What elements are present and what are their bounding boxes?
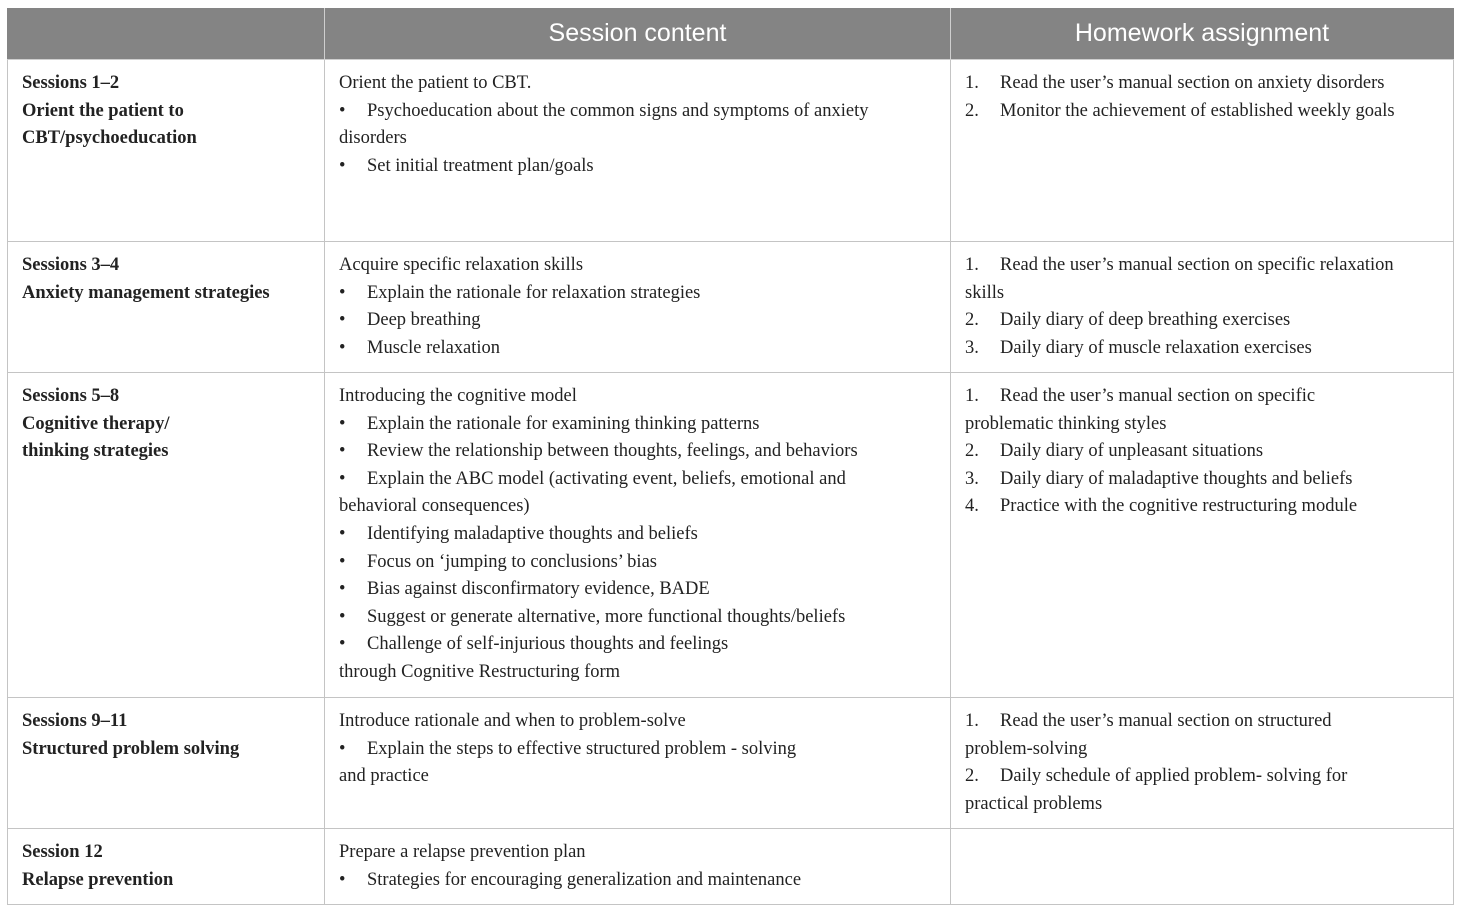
bullet-dot-icon: • (339, 606, 346, 627)
homework-item-continuation: skills (965, 282, 1005, 303)
table-row (8, 60, 1454, 242)
session-stage-line: CBT/psychoeducation (22, 128, 197, 149)
session-stage-line: Cognitive therapy/ (22, 413, 170, 434)
session-stage-cell (8, 829, 325, 905)
session-content-bullet-text: Strategies for encouraging generalization and maintenance (367, 869, 802, 890)
session-stage-cell (8, 698, 325, 829)
session-content-bullet (339, 631, 936, 659)
bullet-dot-icon: • (339, 100, 346, 121)
session-stage-line: Sessions 1–2 (22, 73, 120, 93)
bullet-dot-icon: • (339, 413, 346, 434)
session-content-cell (325, 60, 951, 242)
homework-item (965, 438, 1439, 466)
session-content-bullet (339, 307, 936, 335)
session-content-bullet-text: Muscle relaxation (367, 337, 501, 358)
homework-assignment-cell (951, 829, 1454, 905)
bullet-dot-icon: • (339, 468, 346, 489)
table-row (8, 829, 1454, 905)
session-content-bullet (339, 411, 936, 439)
session-stage-line: Orient the patient to (22, 100, 184, 121)
session-content-bullet-text: Explain the rationale for examining thinking patterns (367, 413, 760, 434)
homework-item-text: Daily diary of muscle relaxation exercises (1000, 337, 1312, 358)
homework-item-text: Read the user’s manual section on specific relaxation (1000, 255, 1394, 275)
homework-assignment-cell (951, 60, 1454, 242)
session-content-bullet-text: Identifying maladaptive thoughts and beliefs (367, 523, 698, 544)
homework-item (965, 708, 1439, 736)
homework-item-number: 4. (965, 496, 979, 517)
homework-item-text: Read the user’s manual section on structured (1000, 711, 1332, 731)
session-content-bullet-text: Challenge of self-injurious thoughts and feelings (367, 634, 729, 655)
bullet-dot-icon: • (339, 869, 346, 890)
session-content-bullet (339, 153, 936, 181)
session-stage-cell (8, 60, 325, 242)
homework-item-text: Daily diary of maladaptive thoughts and beliefs (1000, 468, 1353, 489)
session-stage-line: thinking strategies (22, 441, 169, 462)
homework-item-text: Daily diary of deep breathing exercises (1000, 310, 1291, 331)
homework-item-continuation: practical problems (965, 793, 1103, 814)
session-stage-line: Relapse prevention (22, 869, 174, 890)
session-content-bullet-text: Deep breathing (367, 310, 481, 331)
homework-item-number: 1. (965, 386, 979, 406)
session-stage-cell (8, 242, 325, 373)
table-row (8, 242, 1454, 373)
homework-item-text: Daily diary of unpleasant situations (1000, 441, 1264, 462)
bullet-dot-icon: • (339, 155, 346, 176)
homework-item-text: Monitor the achievement of established weekly goals (1000, 100, 1395, 121)
session-stage-line: Sessions 3–4 (22, 255, 120, 275)
session-content-bullet (339, 549, 936, 577)
table-row (8, 373, 1454, 698)
homework-item-number: 1. (965, 73, 979, 93)
session-content-cell (325, 373, 951, 698)
session-content-intro: Introduce rationale and when to problem-solve (339, 711, 686, 731)
session-content-bullet (339, 280, 936, 308)
bullet-dot-icon: • (339, 310, 346, 331)
session-content-bullet (339, 98, 936, 126)
session-content-bullet-continuation: and practice (339, 766, 429, 787)
header-session-content: Session content (325, 8, 951, 60)
homework-item-text: Read the user’s manual section on anxiety disorders (1000, 73, 1385, 93)
session-stage-line: Sessions 5–8 (22, 386, 120, 406)
session-content-bullet-text: Set initial treatment plan/goals (367, 155, 594, 176)
session-content-bullet (339, 867, 936, 895)
session-content-bullet-text: Review the relationship between thoughts, feelings, and behaviors (367, 441, 858, 462)
session-stage-line: Session 12 (22, 842, 103, 862)
session-content-bullet-text: Explain the ABC model (activating event, beliefs, emotional and (367, 468, 846, 489)
session-content-bullet (339, 466, 936, 494)
homework-item-number: 2. (965, 100, 979, 121)
session-content-bullet-continuation: behavioral consequences) (339, 496, 530, 517)
session-stage-line: Sessions 9–11 (22, 711, 128, 731)
cbt-session-table (7, 8, 1454, 905)
homework-item (965, 466, 1439, 494)
homework-item-number: 1. (965, 711, 979, 731)
session-content-bullet-text: Psychoeducation about the common signs and symptoms of anxiety (367, 100, 869, 121)
homework-item (965, 335, 1439, 363)
session-content-bullet (339, 335, 936, 363)
homework-item (965, 383, 1439, 411)
session-stage-line: Structured problem solving (22, 738, 240, 759)
session-content-cell (325, 698, 951, 829)
homework-item-number: 3. (965, 468, 979, 489)
homework-item (965, 70, 1439, 98)
homework-item-continuation: problematic thinking styles (965, 413, 1167, 434)
homework-item-number: 3. (965, 337, 979, 358)
homework-assignment-cell (951, 373, 1454, 698)
homework-assignment-cell (951, 698, 1454, 829)
session-content-bullet-continuation: disorders (339, 128, 407, 149)
session-content-intro: Orient the patient to CBT. (339, 73, 532, 93)
session-content-cell (325, 829, 951, 905)
table-header-row (8, 8, 1454, 60)
homework-item (965, 98, 1439, 126)
session-content-bullet (339, 521, 936, 549)
homework-item (965, 493, 1439, 521)
bullet-dot-icon: • (339, 579, 346, 600)
bullet-dot-icon: • (339, 282, 346, 303)
session-content-bullet-text: Suggest or generate alternative, more functional thoughts/beliefs (367, 606, 846, 627)
bullet-dot-icon: • (339, 634, 346, 655)
session-content-bullet (339, 736, 936, 764)
homework-item (965, 252, 1439, 280)
session-content-bullet-text: Explain the rationale for relaxation strategies (367, 282, 701, 303)
homework-item-text: Practice with the cognitive restructuring module (1000, 496, 1358, 517)
homework-item-number: 2. (965, 441, 979, 462)
homework-assignment-cell (951, 242, 1454, 373)
homework-item (965, 763, 1439, 791)
homework-item (965, 307, 1439, 335)
session-content-bullet (339, 438, 936, 466)
homework-item-number: 2. (965, 310, 979, 331)
header-homework-assignment: Homework assignment (951, 8, 1454, 60)
bullet-dot-icon: • (339, 551, 346, 572)
session-content-bullet-text: Bias against disconfirmatory evidence, BADE (367, 579, 710, 600)
session-content-cell (325, 242, 951, 373)
bullet-dot-icon: • (339, 441, 346, 462)
session-content-bullet-continuation: through Cognitive Restructuring form (339, 661, 621, 682)
homework-item-number: 2. (965, 766, 979, 787)
session-content-intro: Introducing the cognitive model (339, 386, 577, 406)
session-stage-cell (8, 373, 325, 698)
session-content-bullet (339, 604, 936, 632)
session-content-bullet (339, 576, 936, 604)
homework-item-continuation: problem-solving (965, 738, 1088, 759)
table-row (8, 698, 1454, 829)
bullet-dot-icon: • (339, 337, 346, 358)
bullet-dot-icon: • (339, 738, 346, 759)
bullet-dot-icon: • (339, 523, 346, 544)
session-content-intro: Acquire specific relaxation skills (339, 255, 584, 275)
session-stage-line: Anxiety management strategies (22, 282, 270, 303)
homework-item-number: 1. (965, 255, 979, 275)
table-body (8, 60, 1454, 905)
homework-item-text: Read the user’s manual section on specific (1000, 386, 1316, 406)
session-content-bullet-text: Focus on ‘jumping to conclusions’ bias (367, 551, 657, 572)
homework-item-text: Daily schedule of applied problem- solving for (1000, 766, 1348, 787)
session-content-intro: Prepare a relapse prevention plan (339, 842, 586, 862)
header-stage (8, 8, 325, 60)
session-content-bullet-text: Explain the steps to effective structured problem - solving (367, 738, 797, 759)
